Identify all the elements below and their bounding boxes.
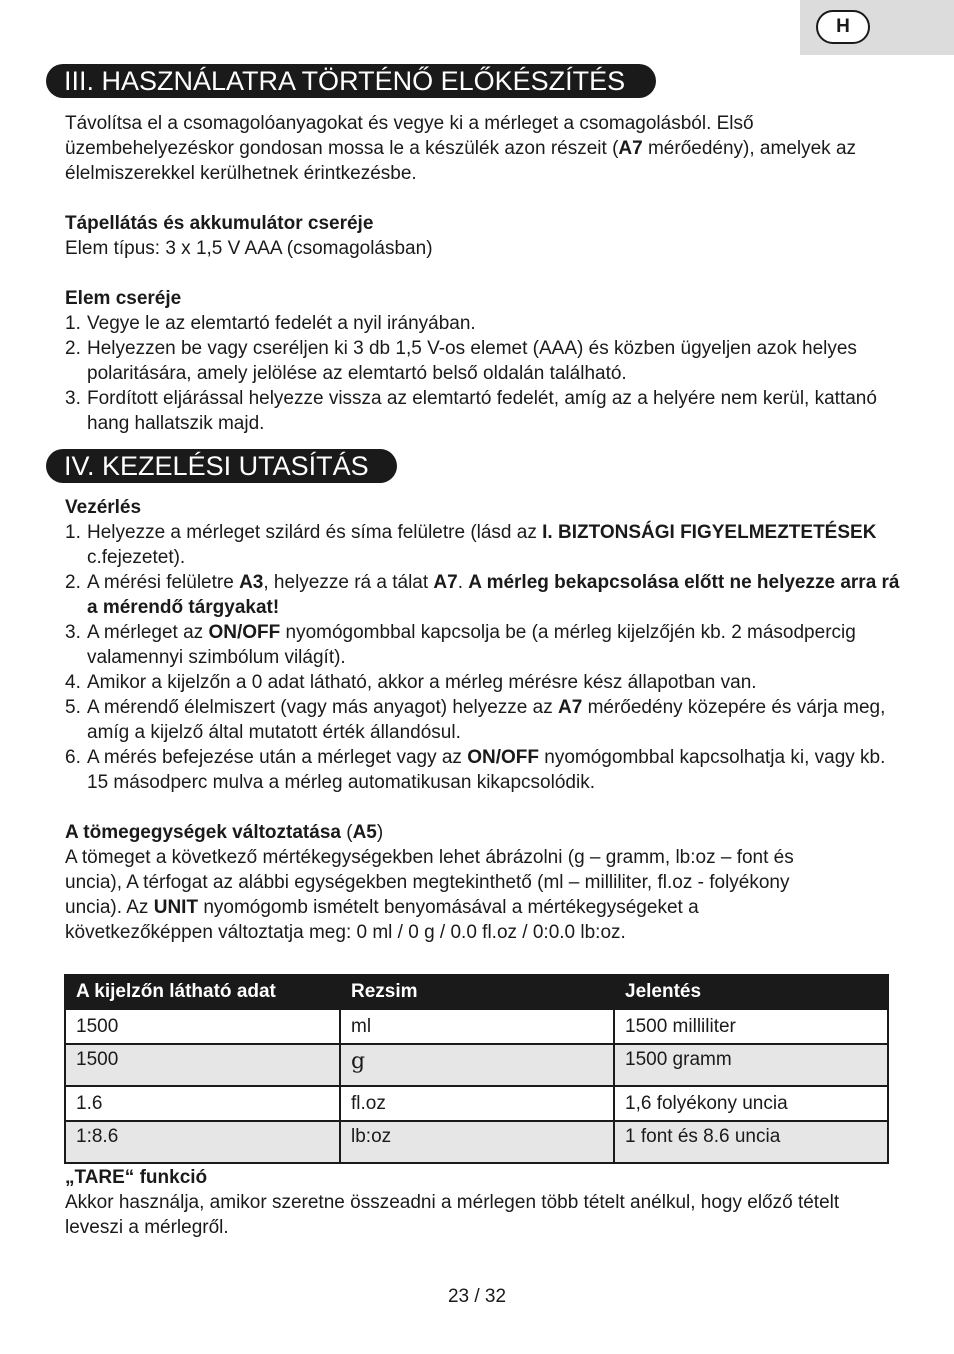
table-cell: 1500 bbox=[65, 1044, 340, 1086]
list-item: 2. A mérési felületre A3, helyezze rá a tálat A7. A mérleg bekapcsolása előtt ne helyezze arra rá a mérendő tárgyakat! bbox=[65, 572, 900, 618]
column-header-mode: Rezsim bbox=[340, 975, 614, 1009]
units-section bbox=[65, 820, 905, 945]
preparation-intro: Távolítsa el a csomagolóanyagokat és vegye ki a mérleget a csomagolásból. Első üzembehelyezéskor gondosan mossa le a készülék azon részeit (A7 mérőedény), amelyek az élelmiszerekkel kerülhetnek érintkezésbe. bbox=[65, 113, 857, 184]
page-number: 23 / 32 bbox=[447, 1286, 507, 1307]
language-badge: H bbox=[816, 10, 870, 44]
table-cell: 1500 gramm bbox=[614, 1044, 888, 1086]
table-row bbox=[65, 1044, 888, 1086]
units-text: A tömeget a következő mértékegységekben lehet ábrázolni (g – gramm, lb:oz – font és uncia), A térfogat az alábbi egységekben megtekinthető (ml – milliliter, fl.oz - folyékony uncia). Az UNIT nyomógomb ismételt benyomásával a mértékegységeket a következőképpen változtatja meg: 0 ml / 0 g / 0.0 fl.oz / 0:0.0 lb:oz. bbox=[65, 847, 794, 943]
table-row bbox=[65, 1086, 888, 1121]
table-cell: 1.6 bbox=[65, 1086, 340, 1121]
display-modes-table bbox=[64, 974, 889, 1164]
table-cell: fl.oz bbox=[340, 1086, 614, 1121]
table-cell: lb:oz bbox=[340, 1121, 614, 1163]
tare-heading: „TARE“ funkció bbox=[65, 1167, 208, 1188]
control-heading: Vezérlés bbox=[65, 497, 142, 518]
tare-section bbox=[65, 1165, 905, 1240]
units-heading: A tömegegységek változtatása (A5) bbox=[65, 822, 384, 843]
section-title-operation: IV. KEZELÉSI UTASÍTÁS bbox=[46, 449, 397, 483]
battery-replace-heading: Elem cseréje bbox=[65, 288, 182, 309]
list-item: 6. A mérés befejezése után a mérleget vagy az ON/OFF nyomógombbal kapcsolhatja ki, vagy kb. 15 másodperc mulva a mérleg automatikusan kikapcsolódik. bbox=[65, 747, 886, 793]
column-header-display: A kijelzőn látható adat bbox=[65, 975, 340, 1009]
table-cell: g bbox=[340, 1044, 614, 1086]
table-row bbox=[65, 1121, 888, 1163]
control-steps bbox=[65, 520, 905, 795]
table-cell: 1:8.6 bbox=[65, 1121, 340, 1163]
battery-replace-steps bbox=[65, 311, 905, 436]
language-tab bbox=[800, 0, 954, 55]
tare-text: Akkor használja, amikor szeretne összeadni a mérlegen több tételt anélkul, hogy előző tételt leveszi a mérlegről. bbox=[65, 1192, 840, 1238]
table-header-row bbox=[65, 975, 888, 1009]
battery-replace-section bbox=[65, 286, 905, 436]
column-header-meaning: Jelentés bbox=[614, 975, 888, 1009]
list-item: 3. Fordított eljárással helyezze vissza az elemtartó fedelét, amíg az a helyére nem kerül, kattanó hang hallatszik majd. bbox=[65, 388, 877, 434]
list-item: 2. Helyezzen be vagy cseréljen ki 3 db 1,5 V-os elemet (AAA) és közben ügyeljen azok helyes polaritására, amely jelölése az elemtartó belső oldalán található. bbox=[65, 338, 857, 384]
list-item: 1. Vegye le az elemtartó fedelét a nyil irányában. bbox=[65, 313, 476, 334]
list-item: 3. A mérleget az ON/OFF nyomógombbal kapcsolja be (a mérleg kijelzőjén kb. 2 másodpercig valamennyi szimbólum világít). bbox=[65, 622, 856, 668]
control-section bbox=[65, 495, 905, 795]
table-cell: 1,6 folyékony uncia bbox=[614, 1086, 888, 1121]
power-heading: Tápellátás és akkumulátor cseréje bbox=[65, 213, 374, 234]
table-cell: 1 font és 8.6 uncia bbox=[614, 1121, 888, 1163]
table-row bbox=[65, 1009, 888, 1044]
power-section bbox=[65, 211, 905, 261]
table-cell: 1500 bbox=[65, 1009, 340, 1044]
list-item: 4. Amikor a kijelzőn a 0 adat látható, akkor a mérleg mérésre kész állapotban van. bbox=[65, 672, 757, 693]
list-item: 5. A mérendő élelmiszert (vagy más anyagot) helyezze az A7 mérőedény közepére és várja meg, amíg a kijelző által mutatott érték állandósul. bbox=[65, 697, 886, 743]
list-item: 1. Helyezze a mérleget szilárd és síma felületre (lásd az I. BIZTONSÁGI FIGYELMEZTETÉSEK c.fejezetet). bbox=[65, 522, 877, 568]
battery-type: Elem típus: 3 x 1,5 V AAA (csomagolásban) bbox=[65, 238, 433, 259]
section-title-preparation: III. HASZNÁLATRA TÖRTÉNŐ ELŐKÉSZÍTÉS bbox=[46, 64, 656, 98]
table-cell: ml bbox=[340, 1009, 614, 1044]
table-cell: 1500 milliliter bbox=[614, 1009, 888, 1044]
